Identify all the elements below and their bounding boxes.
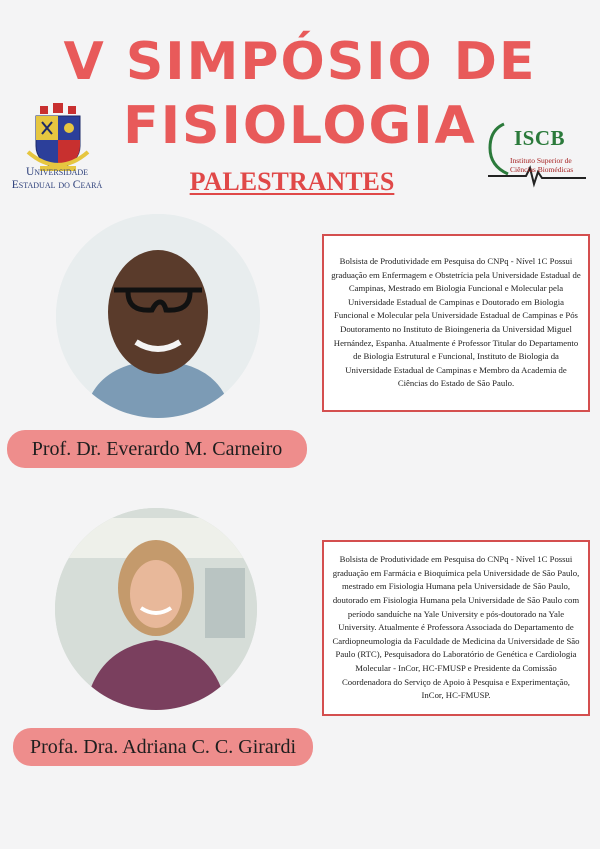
speaker-name: Profa. Dra. Adriana C. C. Girardi [29,735,297,758]
section-subtitle: PALESTRANTES [189,167,395,196]
uece-name-line1: Universidade [25,166,89,178]
speaker-name: Prof. Dr. Everardo M. Carneiro [31,437,283,460]
speaker-name-badge-girardi [13,728,313,766]
iscb-subtitle-line2: Ciências Biomédicas [510,165,574,174]
event-title-line1: V SIMPÓSIO DE [63,32,537,92]
iscb-subtitle [510,156,590,174]
speaker-bio-text: Bolsista de Produtividade em Pesquisa do CNPq - Nível 1C Possui graduação em Enfermagem e Obstetrícia pela Universidade Estadual de Campinas, Mestrado em Biologia Funcional e Molecular pela Universidade Estadual de Campinas e Doutorado em Biologia Funcional e Molecular pela Universidade Estadual de Campinas e Pós Doutoramento no Instituto de Bioingeneria da Universidad Miguel Hernández, Espanha. Atualmente é Professor Titular do Departamento de Biologia Estrutural e Funcional, Instituto de Biologia da Universidade Estadual de Campinas e Membro da Academia de Ciências do Estado de São Paulo. [331,256,581,389]
speaker-bio-girardi [322,540,590,716]
event-title-line2: FISIOLOGIA [123,96,477,156]
uece-name-line2: Estadual do Ceará [11,179,103,191]
iscb-name: ISCB [514,126,566,150]
speaker-bio-text: Bolsista de Produtividade em Pesquisa do CNPq - Nível 1C Possui graduação em Farmácia e Bioquímica pela Universidade de São Paulo, mestrado em Fisiologia Humana pela Universidade de São Paulo, doutorado em Fisiologia Humana pela Universidade de São Paulo com período sanduíche na Yale University e pós-doutorado na Yale University. Atualmente é Professora Associada do Departamento de Cardiopneumologia da Faculdade de Medicina da Universidade de São Paulo (RTC), Pesquisadora do Laboratório de Genética e Cardiologia Molecular - InCor, HC-FMUSP e Presidente da Comissão Coordenadora do Serviço de Apoio à Pesquisa e Experimentação, InCor, HC-FMUSP. [332,554,580,701]
speaker-photo-girardi [55,508,257,710]
speaker-bio-carneiro [322,234,590,412]
speaker-name-badge-carneiro [7,430,307,468]
iscb-subtitle-line1: Instituto Superior de [510,156,572,165]
speaker-photo-carneiro [56,214,260,418]
